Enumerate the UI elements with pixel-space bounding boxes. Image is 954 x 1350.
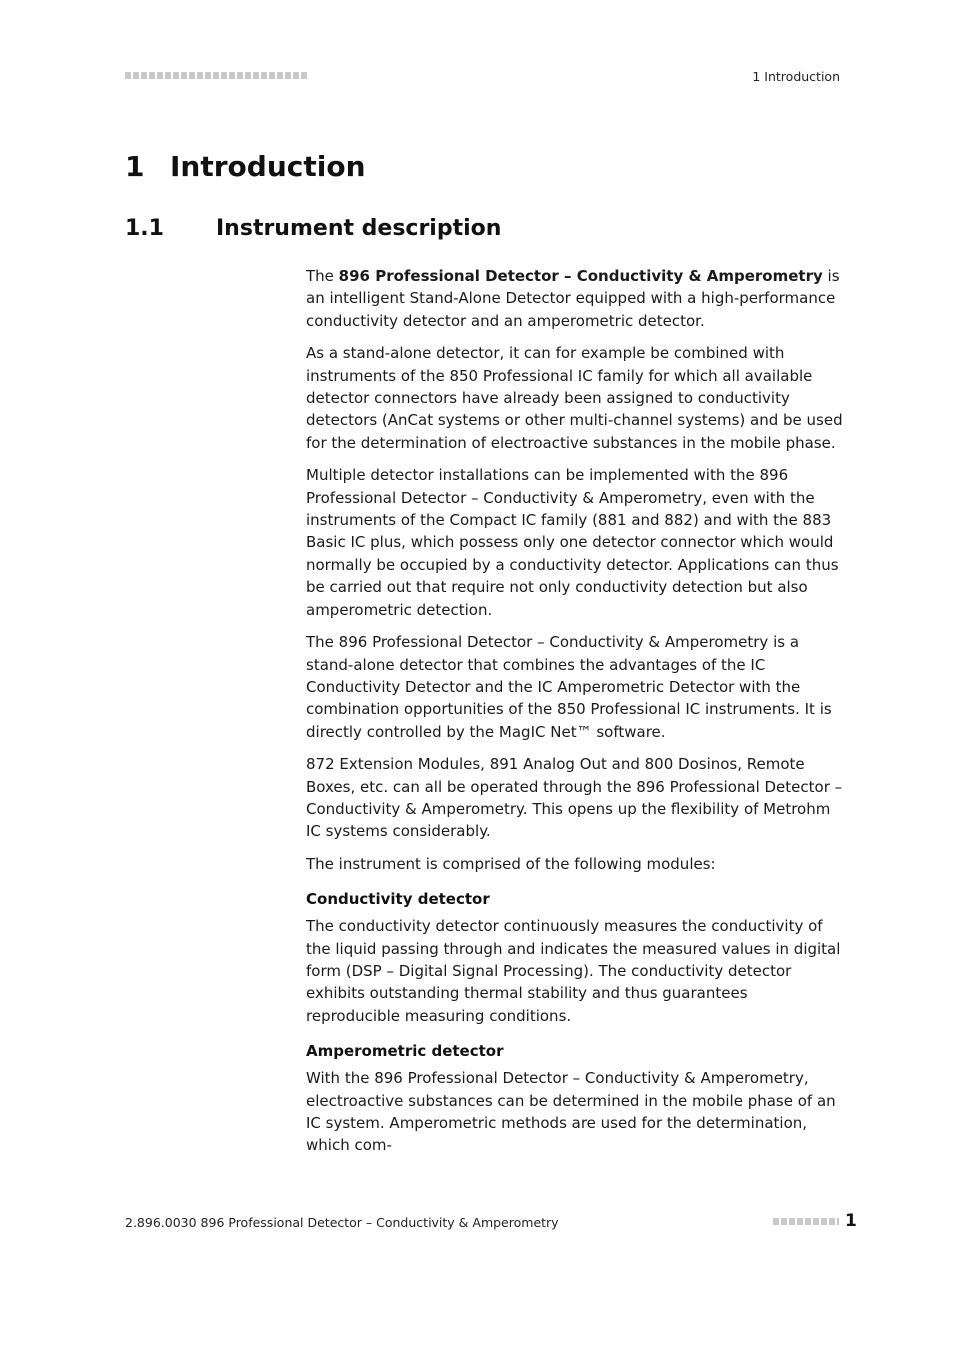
paragraph-intro bbox=[306, 265, 846, 332]
running-header: 1 Introduction bbox=[752, 69, 840, 84]
header-decoration bbox=[125, 72, 307, 79]
chapter-title-text: Introduction bbox=[170, 150, 366, 183]
page-number: 1 bbox=[845, 1211, 857, 1231]
section-title bbox=[125, 216, 501, 241]
paragraph-extension-modules: 872 Extension Modules, 891 Analog Out and 800 Dosinos, Remote Boxes, etc. can all be operated through the 896 Professional Detector – Conductivity & Amperometry. This opens up the flexibility of Metrohm IC systems considerably. bbox=[306, 755, 843, 841]
chapter-title bbox=[125, 150, 366, 183]
conductivity-text: The conductivity detector continuously measures the conductivity of the liquid passing through and indicates the measured values in digital form (DSP – Digital Signal Processing). The conductivity detector exhibits outstanding thermal stability and thus guarantees reproducible measuring conditions. bbox=[306, 917, 841, 1025]
footer-decoration bbox=[773, 1218, 839, 1225]
product-name: 896 Professional Detector – Conductivity & Amperometry bbox=[338, 267, 823, 285]
body-content bbox=[306, 265, 846, 1167]
paragraph-modules-intro: The instrument is comprised of the following modules: bbox=[306, 854, 716, 873]
section-number: 1.1 bbox=[125, 216, 164, 241]
paragraph-multiple-detectors: Multiple detector installations can be implemented with the 896 Professional Detector – Conductivity & Amperometry, even with the instruments of the Compact IC family (881 and 882) and with the 883 Basic IC plus, which possess only one detector connector which would normally be occupied by a conductivity detector. Applications can thus be carried out that require not only conductivity detection but also amperometric detection. bbox=[306, 466, 839, 619]
conductivity-heading: Conductivity detector bbox=[306, 890, 490, 909]
intro-suffix: is an intelligent Stand-Alone Detector equipped with a high-performance conductivity detector and an amperometric detector. bbox=[306, 267, 840, 330]
paragraph-advantages: The 896 Professional Detector – Conductivity & Amperometry is a stand-alone detector that combines the advantages of the IC Conductivity Detector and the IC Amperometric Detector with the combination opportunities of the 850 Professional IC instruments. It is directly controlled by the MagIC Net™ software. bbox=[306, 633, 832, 741]
amperometric-heading: Amperometric detector bbox=[306, 1042, 504, 1061]
paragraph-standalone: As a stand-alone detector, it can for example be combined with instruments of the 850 Professional IC family for which all available detector connectors have already been assigned to conductivity detectors (AnCat systems or other multi-channel systems) and be used for the determination of electroactive substances in the mobile phase. bbox=[306, 344, 843, 452]
chapter-number: 1 bbox=[125, 150, 145, 183]
footer-document-title: 2.896.0030 896 Professional Detector – Conductivity & Amperometry bbox=[125, 1215, 559, 1230]
intro-prefix: The bbox=[306, 267, 339, 285]
section-title-text: Instrument description bbox=[216, 216, 502, 241]
amperometric-text: With the 896 Professional Detector – Conductivity & Amperometry, electroactive substances can be determined in the mobile phase of an IC system. Amperometric methods are used for the determination, which com- bbox=[306, 1069, 836, 1155]
